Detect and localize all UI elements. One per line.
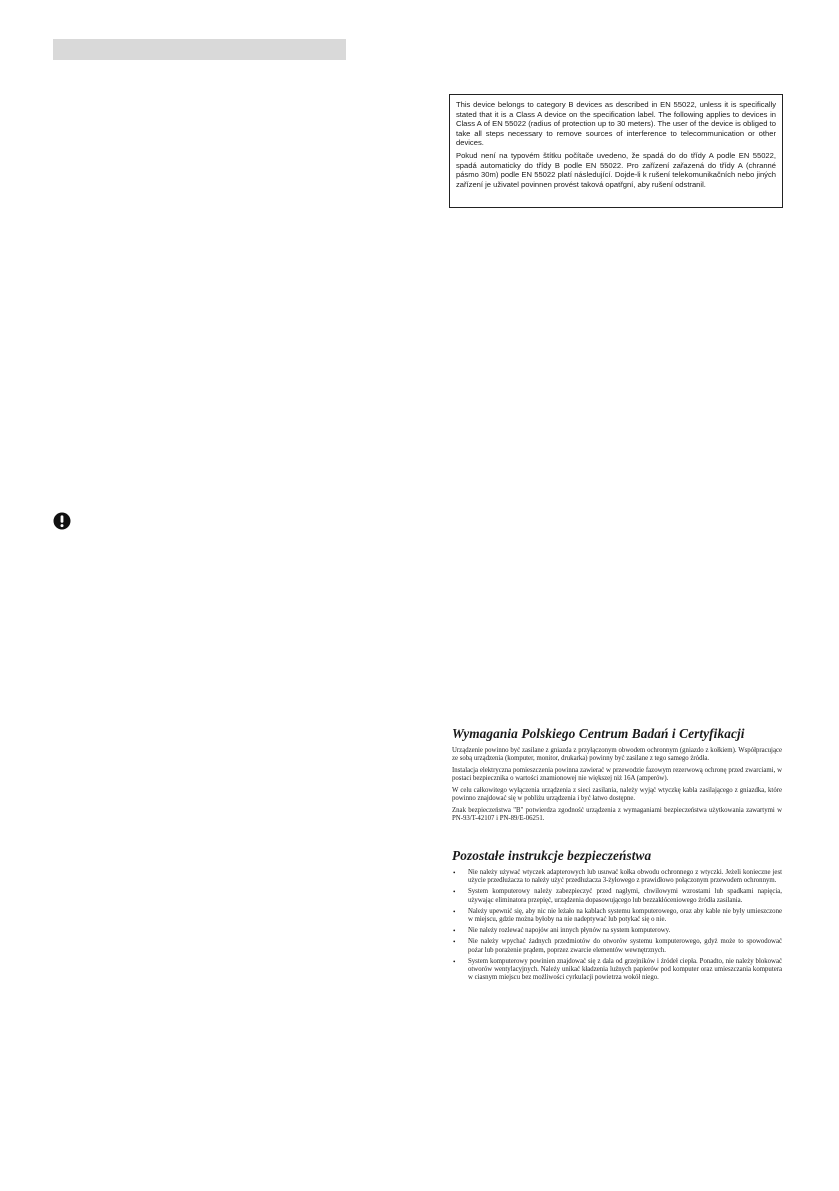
list-item-text: System komputerowy powinien znajdować się z dala od grzejników i źródeł ciepła. Ponadto, nie należy blokować otworów wentylacyjnych. Należy unikać kładzenia luźnych papierów pod komputer oraz umieszczania komputera w ciasnym miejscu bez możliwości cyrkulacji powietrza wokół niego. [468, 957, 782, 982]
exclamation-circle-icon [53, 512, 71, 530]
section-title: Pozostałe instrukcje bezpieczeństwa [452, 848, 652, 863]
list-item [452, 938, 782, 954]
emc-notice-box [449, 94, 783, 208]
notice-czech-text: Pokud není na typovém štítku počítače uvedeno, že spadá do do třídy A podle EN 55022, spadá automaticky do třídy B podle EN 55022. Pro zařízení zařazená do třídy A (chranné pásmo 30m) podle EN 55022 platí následující. Dojde-li k rušení telekomunikačních nebo jiných zařízení je uživatel povinnen provést taková opatřgní, aby rušení odstranil. [456, 150, 776, 189]
list-item-text: System komputerowy należy zabezpieczyć przed nagłymi, chwilowymi wzrostami lub spadkami napięcia, używając eliminatora przepięć, urządzenia dopasowującego lub bezzakłóceniowego źródła zasilania. [468, 888, 782, 904]
paragraph: W celu całkowitego wyłączenia urządzenia z sieci zasilania, należy wyjąć wtyczkę kabla zasilającego z gniazdka, które powinno znajdować się w pobliżu urządzenia i być łatwo dostępne. [452, 786, 782, 803]
paragraph: Znak bezpieczeństwa "B" potwierdza zgodność urządzenia z wymaganiami bezpieczeństwa użytkowania zawartymi w PN-93/T-42107 i PN-89/E-06251. [452, 806, 782, 822]
bullet: • [453, 927, 456, 936]
other-safety-instructions-section [452, 848, 782, 985]
list-item [452, 927, 782, 935]
section-header-bar [53, 39, 346, 60]
instructions-list [452, 869, 782, 982]
bullet: • [453, 888, 456, 897]
list-item-text: Nie należy rozlewać napojów ani innych płynów na system komputerowy. [468, 927, 671, 935]
list-item [452, 958, 782, 983]
polish-certification-section [452, 726, 782, 827]
list-item [452, 888, 782, 904]
bullet: • [453, 938, 456, 947]
notice-english-text: This device belongs to category B devices as described in EN 55022, unless it is specifically stated that it is a Class A device on the specification label. The following applies to devices in Class A of EN 55022 (radius of protection up to 30 meters). The user of the device is obliged to take all steps necessary to remove sources of interference to telecommunication or other devices. [456, 100, 776, 148]
bullet: • [453, 957, 456, 966]
list-item-text: Nie należy używać wtyczek adapterowych lub usuwać kołka obwodu ochronnego z wtyczki. Jeżeli konieczne jest użycie przedłużacza to należy użyć przedłużacza 3-żyłowego z prawidłowo połączonym przewodem ochronnym. [468, 869, 782, 885]
list-item-text: Nie należy wpychać żadnych przedmiotów do otworów systemu komputerowego, gdyż może to spowodować pożar lub porażenie prądem, poprzez zwarcie elementów wewnętrznych. [468, 938, 782, 954]
bullet: • [453, 907, 456, 916]
paragraph: Instalacja elektryczna pomieszczenia powinna zawierać w przewodzie fazowym rezerwową ochronę przed zwarciami, w postaci bezpiecznika o wartości znamionowej nie większej niż 16A (amperów). [452, 766, 782, 783]
section-title: Wymagania Polskiego Centrum Badań i Certyfikacji [452, 726, 745, 741]
list-item-text: Należy upewnić się, aby nic nie leżało na kablach systemu komputerowego, oraz aby kable nie były umieszczone w miejscu, gdzie można byłoby na nie nadeptywać lub potykać się o nie. [468, 907, 782, 924]
paragraph: Urządzenie powinno być zasilane z gniazda z przyłączonym obwodem ochronnym (gniazdo z kołkiem). Współpracujące ze sobą urządzenia (komputer, monitor, drukarka) powinny być zasilane z tego samego źródła. [452, 747, 782, 763]
list-item [452, 908, 782, 924]
list-item [452, 869, 782, 885]
bullet: • [453, 869, 456, 877]
